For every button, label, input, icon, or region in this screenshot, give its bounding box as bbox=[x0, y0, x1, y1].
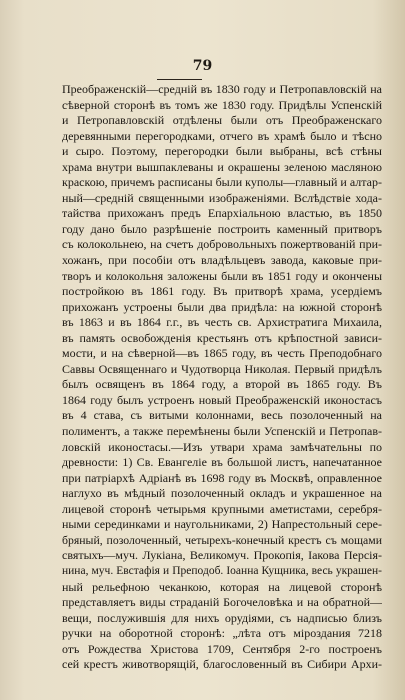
text-line: тайства прихожанъ предъ Епархіальною властью, въ 1850 bbox=[62, 206, 382, 221]
text-line: съ колокольнею, на счетъ добровольныхъ пожертвованій при- bbox=[62, 237, 382, 252]
body-text bbox=[62, 82, 382, 673]
text-line: ный рельефною чеканкою, которая на лицевой сторонѣ bbox=[62, 579, 382, 594]
text-line: году дано было разрѣшеніе построить каменный притворъ bbox=[62, 221, 382, 236]
text-line: лицевой сторонѣ четырьмя крупными аметистами, серебря- bbox=[62, 501, 382, 516]
text-line: храма внутри вышпаклеваны и окрашены зеленою масляною bbox=[62, 159, 382, 174]
text-line: ручки на оборотной сторонѣ: „лѣта отъ міроздания 7218 bbox=[62, 626, 382, 641]
text-line: ный—средній священными изображеніями. Вслѣдствіе хода- bbox=[62, 190, 382, 205]
text-line: бряный, позолоченный, четырехъ-конечный крестъ съ мощами bbox=[62, 533, 382, 547]
text-line: представляетъ виды страданій Богочеловѣка и на обратной— bbox=[62, 595, 382, 610]
text-line: отъ Рождества Христова 1709, Сентября 2-го построенъ bbox=[62, 641, 382, 656]
text-line: древности: 1) Св. Евангеліе въ большой листъ, напечатанное bbox=[62, 455, 382, 470]
text-line: краскою, причемъ расписаны были куполы—главный и алтар- bbox=[62, 175, 382, 190]
text-line: ными серединками и наугольниками, 2) Напрестольный сере- bbox=[62, 517, 382, 532]
text-line: деревянными перегородками, отчего въ храмѣ было и тѣсно bbox=[62, 128, 382, 143]
text-line: въ память освобожденія крестьянъ отъ крѣпостной зависи- bbox=[62, 330, 382, 345]
text-line: святыхъ—муч. Лукіана, Великомуч. Прокопія, Іакова Персія- bbox=[62, 548, 382, 563]
text-line: и сыро. Поэтому, перегородки были выбраны, всѣ стѣны bbox=[62, 144, 382, 159]
text-line: въ 4 става, съ витыми колоннами, весь позолоченный на bbox=[62, 408, 382, 423]
text-line: прихожанъ устроены были два придѣла: на южной сторонѣ bbox=[62, 299, 382, 314]
text-line: 1864 году былъ устроенъ новый Преображенскій иконостасъ bbox=[62, 392, 382, 407]
text-line: сѣверной сторонѣ въ томъ же 1830 году. Придѣлы Успенскій bbox=[62, 97, 382, 112]
text-line: сей крестъ животворящій, благословенный въ Сибири Архи- bbox=[62, 657, 382, 672]
text-line: постройкою въ 1861 году. Въ притворѣ храма, усердіемъ bbox=[62, 284, 382, 299]
text-line: вещи, послужившія для нихъ орудіями, съ надписью близъ bbox=[62, 610, 382, 625]
text-line: наглухо въ мѣдный позолоченный окладъ и украшенное на bbox=[62, 486, 382, 501]
text-line: былъ освященъ въ 1864 году, а второй въ 1865 году. Въ bbox=[62, 377, 382, 392]
text-line: въ 1863 и въ 1864 г.г., въ честь св. Архистратига Михаила, bbox=[62, 315, 382, 330]
text-line: при патріархѣ Адріанѣ въ 1698 году въ Москвѣ, оправленное bbox=[62, 470, 382, 485]
text-line: и Петропавловскій отдѣлены были отъ Преображенскаго bbox=[62, 113, 382, 128]
text-line: творъ и колокольня заложены были въ 1851 году и окончены bbox=[62, 268, 382, 283]
header-rule bbox=[157, 79, 202, 80]
text-line: мости, и на сѣверной—въ 1865 году, въ честь Преподобнаго bbox=[62, 346, 382, 361]
page-number: 79 bbox=[192, 58, 213, 74]
text-line: хожанъ, при пособіи отъ владѣльцевъ завода, каковые при- bbox=[62, 253, 382, 268]
text-line: Преображенскій—средній въ 1830 году и Петропавловскій на bbox=[62, 82, 382, 96]
text-line: ловскій иконостасы.—Изъ утвари храма замѣчательны по bbox=[62, 439, 382, 454]
text-line: нина, муч. Евстафія и Преподоб. Іоанна Кущника, весь украшен- bbox=[62, 564, 382, 577]
text-line: Саввы Освященнаго и Чудотворца Николая. Первый придѣлъ bbox=[62, 361, 382, 376]
text-line: полиментъ, а также перемѣнены были Успенскій и Петропав- bbox=[62, 424, 382, 439]
